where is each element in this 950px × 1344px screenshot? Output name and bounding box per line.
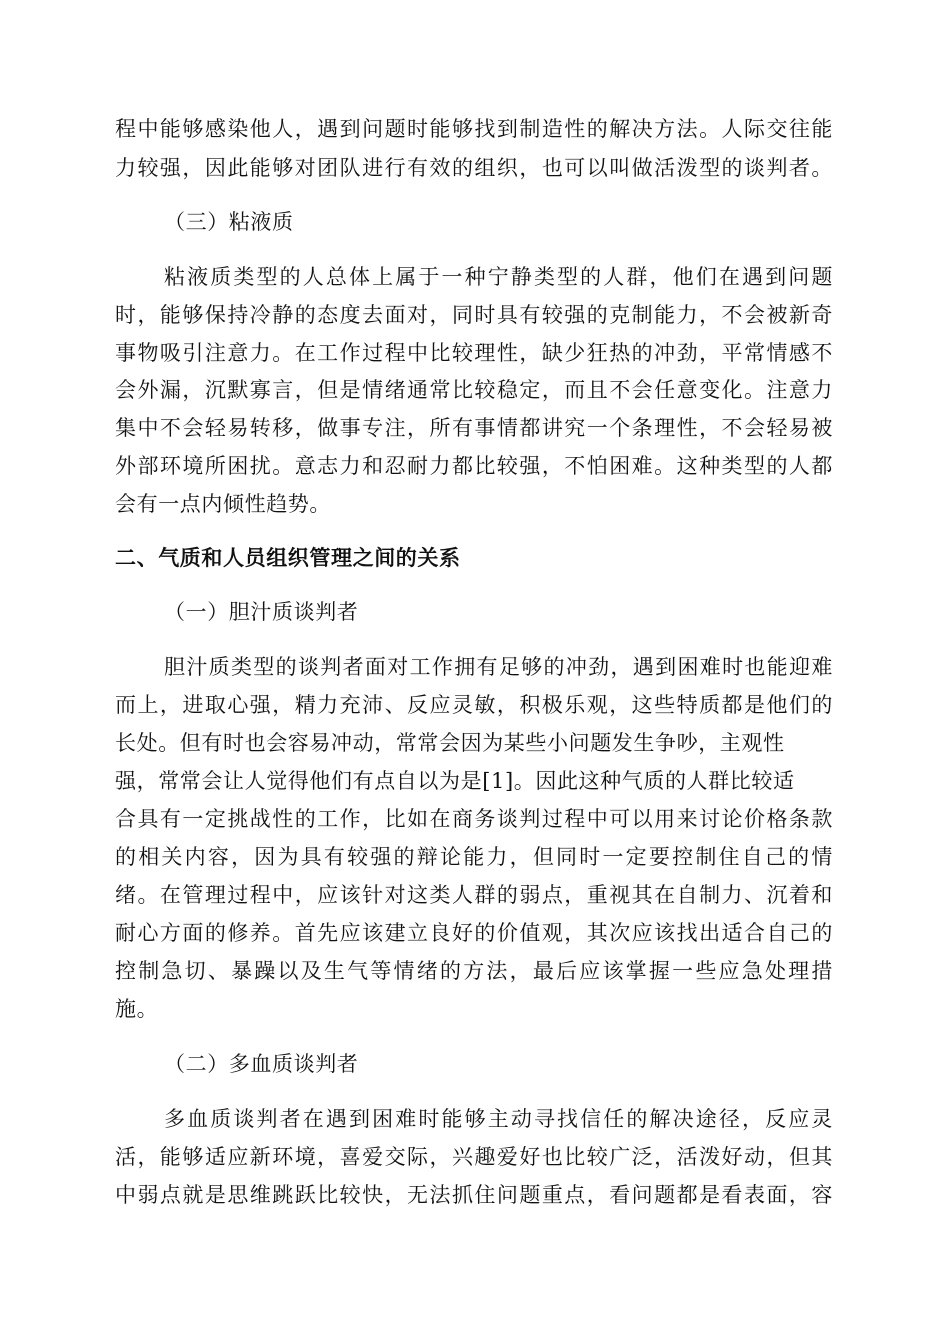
body-text-line: 多血质谈判者在遇到困难时能够主动寻找信任的解决途径，反应灵 — [164, 1107, 833, 1131]
body-text-line: 长处。但有时也会容易冲动，常常会因为某些小问题发生争吵，主观性 — [115, 731, 785, 755]
subheading-1: （一）胆汁质谈判者 — [164, 600, 359, 624]
body-text-line: 活，能够适应新环境，喜爱交际，兴趣爱好也比较广泛，活泼好动，但其 — [115, 1145, 833, 1169]
body-text-line: 会外漏，沉默寡言，但是情绪通常比较稳定，而且不会任意变化。注意力 — [115, 378, 833, 402]
body-text-line: 合具有一定挑战性的工作，比如在商务谈判过程中可以用来讨论价格条款 — [115, 807, 833, 831]
body-text-line: 力较强，因此能够对团队进行有效的组织，也可以叫做活泼型的谈判者。 — [115, 156, 833, 180]
body-text-line: 的相关内容，因为具有较强的辩论能力，但同时一定要控制住自己的情 — [115, 845, 833, 869]
body-text-line: 集中不会轻易转移，做事专注，所有事情都讲究一个条理性，不会轻易被 — [115, 416, 833, 440]
body-text-line: 施。 — [115, 997, 159, 1021]
section-heading: 二、气质和人员组织管理之间的关系 — [115, 545, 461, 570]
body-text-line: 耐心方面的修养。首先应该建立良好的价值观，其次应该找出适合自己的 — [115, 921, 833, 945]
body-text-line: 会有一点内倾性趋势。 — [115, 492, 331, 516]
body-text-line: 外部环境所困扰。意志力和忍耐力都比较强，不怕困难。这种类型的人都 — [115, 454, 833, 478]
subheading-3: （三）粘液质 — [164, 210, 294, 234]
subheading-2: （二）多血质谈判者 — [164, 1052, 359, 1076]
body-text-line: 粘液质类型的人总体上属于一种宁静类型的人群，他们在遇到问题 — [164, 265, 833, 289]
body-text-line: 程中能够感染他人，遇到问题时能够找到制造性的解决方法。人际交往能 — [115, 117, 833, 141]
body-text-line: 中弱点就是思维跳跃比较快，无法抓住问题重点，看问题都是看表面，容 — [115, 1183, 833, 1207]
body-text-line: 胆汁质类型的谈判者面对工作拥有足够的冲劲，遇到困难时也能迎难 — [164, 655, 833, 679]
body-text-line: 控制急切、暴躁以及生气等情绪的方法，最后应该掌握一些应急处理措 — [115, 959, 833, 983]
body-text-line: 事物吸引注意力。在工作过程中比较理性，缺少狂热的冲劲，平常情感不 — [115, 341, 833, 365]
body-text-line: 强，常常会让人觉得他们有点自以为是[1]。因此这种气质的人群比较适 — [115, 769, 795, 793]
body-text-line: 时，能够保持冷静的态度去面对，同时具有较强的克制能力，不会被新奇 — [115, 303, 833, 327]
body-text-line: 绪。在管理过程中，应该针对这类人群的弱点，重视其在自制力、沉着和 — [115, 883, 833, 907]
body-text-line: 而上，进取心强，精力充沛、反应灵敏，积极乐观，这些特质都是他们的 — [115, 693, 833, 717]
